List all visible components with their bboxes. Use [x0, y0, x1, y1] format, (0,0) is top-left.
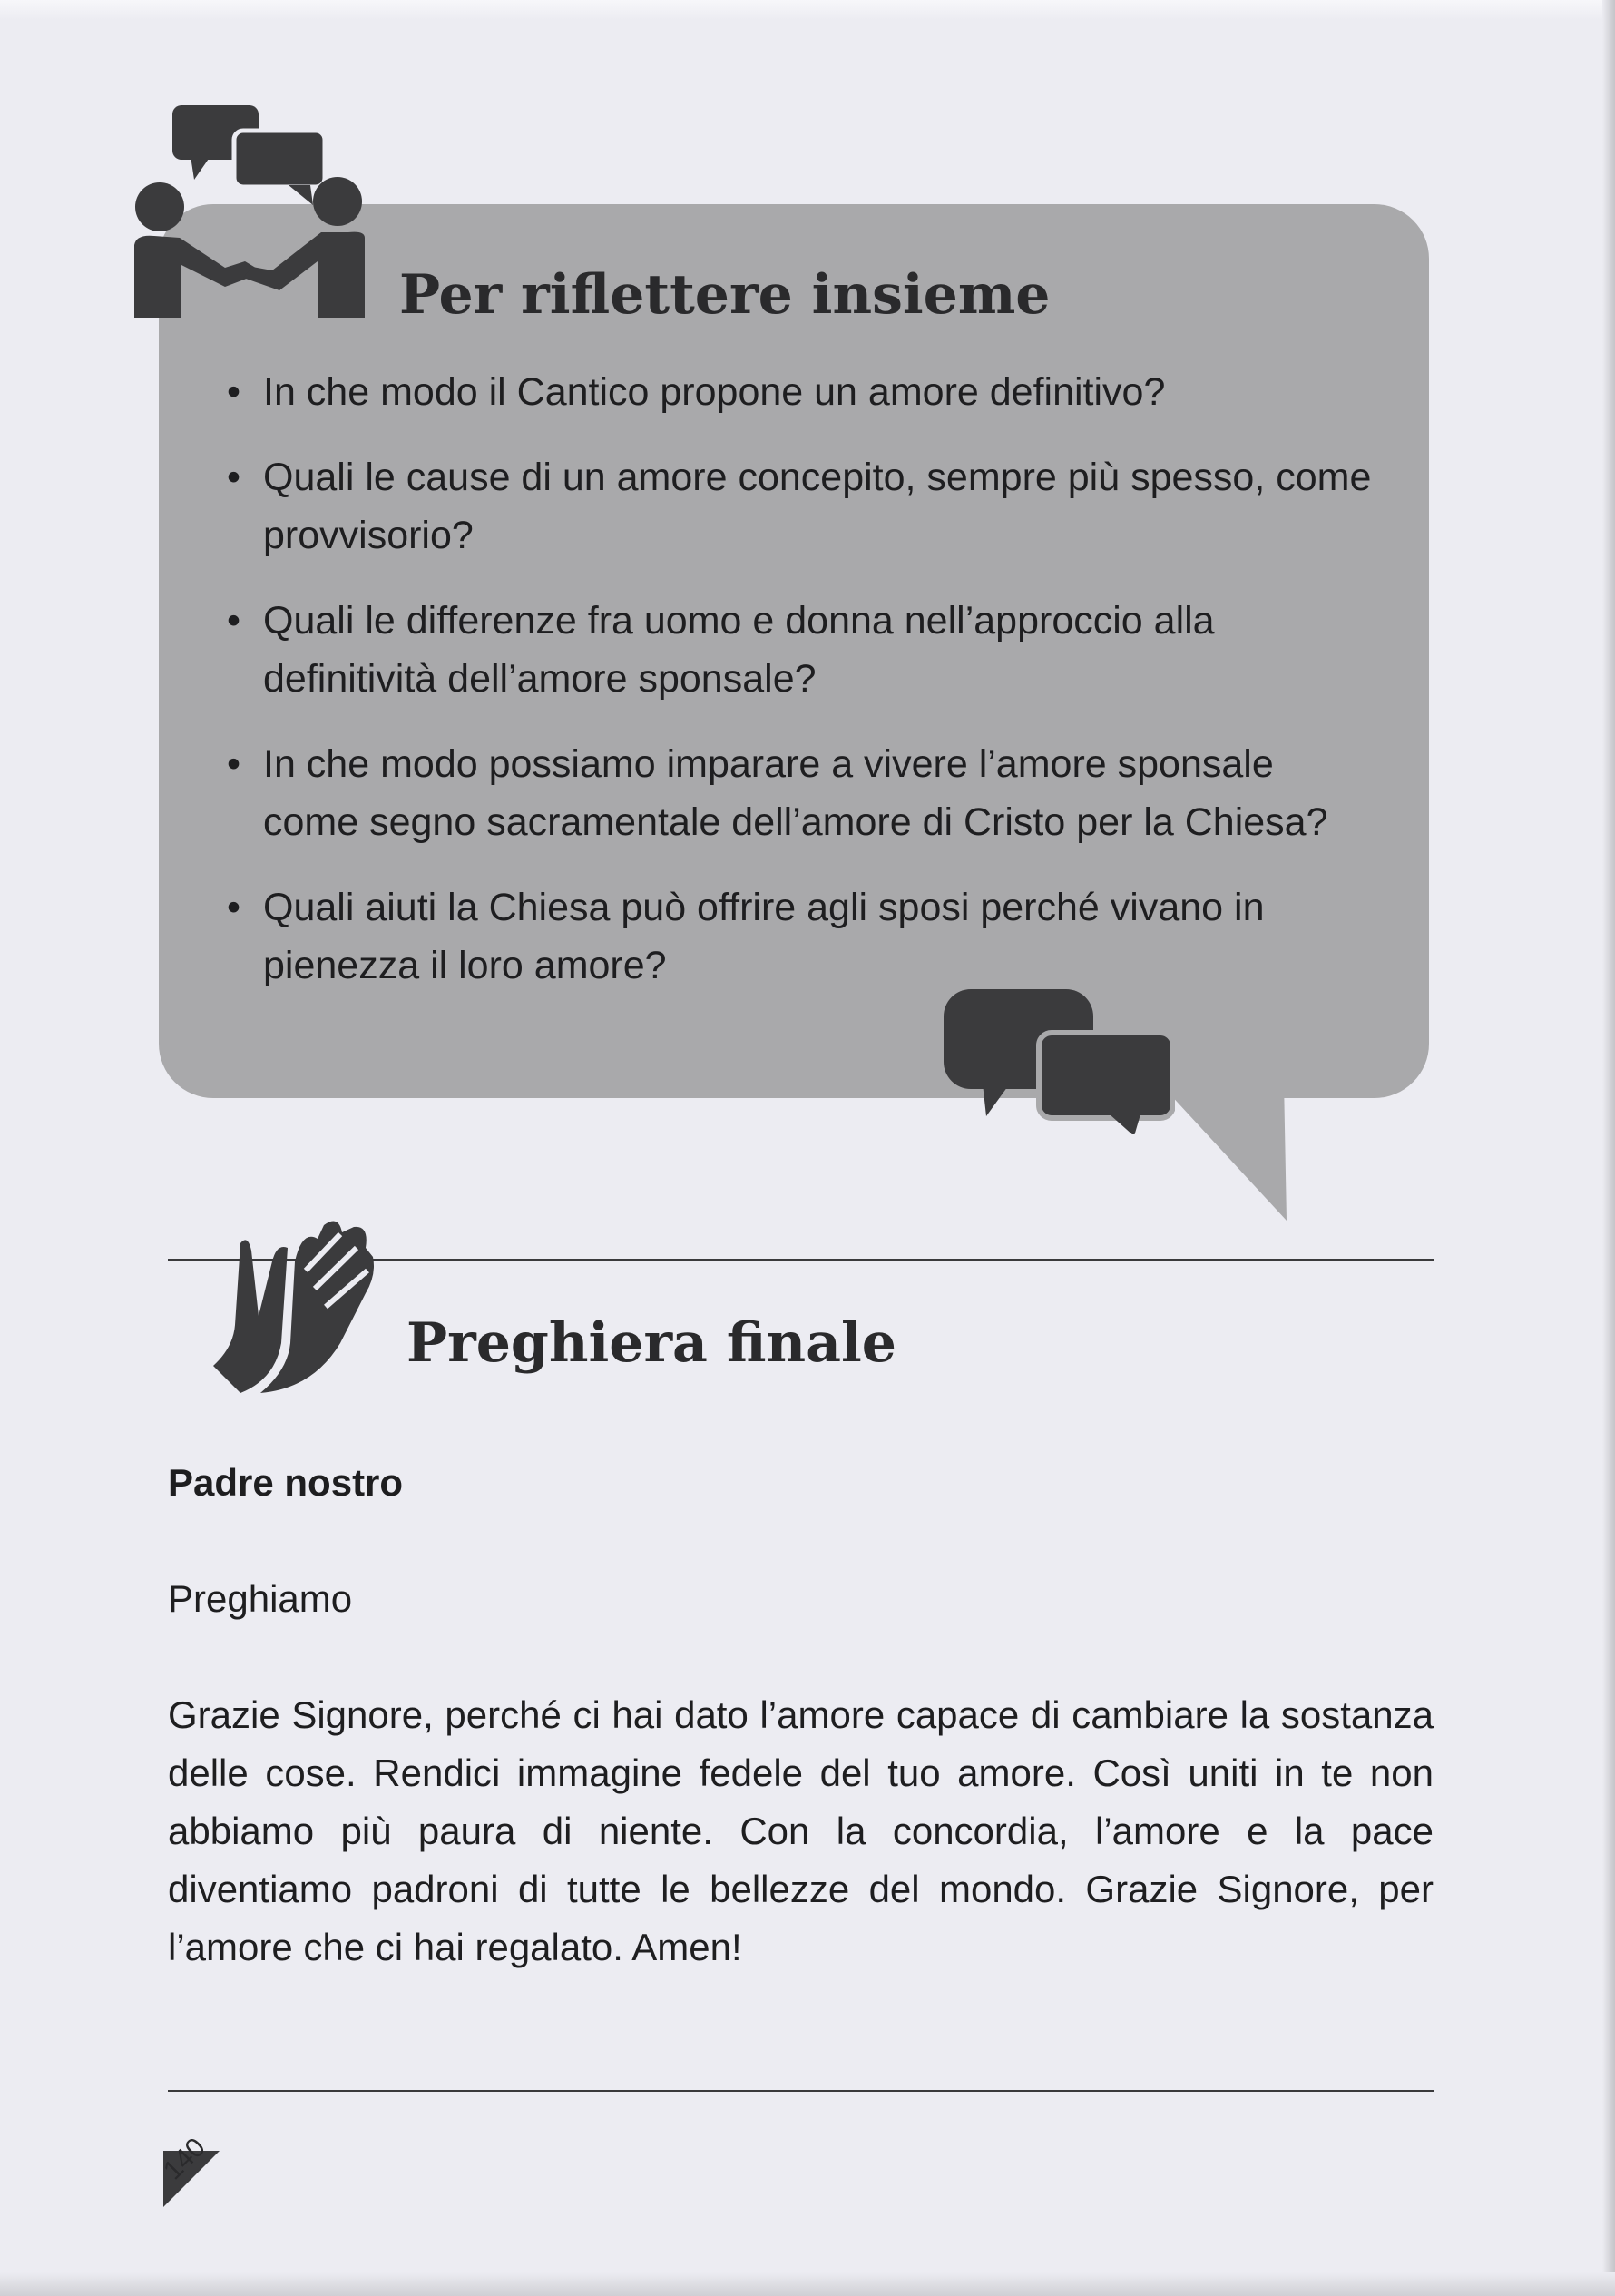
two-people-talking-icon — [127, 100, 372, 327]
prayer-title: Preghiera finale — [406, 1311, 896, 1375]
question-list — [222, 363, 1375, 1022]
page-edge — [1602, 0, 1615, 2296]
speech-bubbles-icon — [939, 989, 1175, 1134]
praying-hands-icon — [204, 1207, 377, 1398]
question-item: • Quali le cause di un amore concepito, sempre più spesso, come provvisorio? — [222, 448, 1375, 564]
question-item: • In che modo il Cantico propone un amore definitivo? — [222, 363, 1375, 421]
section-divider — [168, 2090, 1434, 2092]
question-item: • Quali aiuti la Chiesa può offrire agli sposi perché vivano in pienezza il loro amore? — [222, 878, 1375, 995]
question-item: • Quali le differenze fra uomo e donna nell’approccio alla definitività dell’amore sponsale? — [222, 592, 1375, 708]
prayer-text: Grazie Signore, perché ci hai dato l’amore capace di cambiare la sostanza delle cose. Rendici immagine fedele del tuo amore. Così uniti in te non abbiamo più paura di niente. Con la concordia, l’amore e la pace diventiamo padroni di tutte le bellezze del mondo. Grazie Signore, per l’amore che ci hai regalato. Amen! — [168, 1693, 1434, 1968]
question-item: • In che modo possiamo imparare a vivere l’amore sponsale come segno sacramentale dell’amore di Cristo per la Chiesa? — [222, 735, 1375, 851]
page-number: 140 — [157, 2132, 211, 2186]
prayer-subheading: Padre nostro — [168, 1461, 404, 1504]
page-edge — [0, 2272, 1615, 2296]
prayer-intro: Preghiamo — [168, 1577, 353, 1620]
discussion-title: Per riflettere insieme — [399, 263, 1051, 327]
